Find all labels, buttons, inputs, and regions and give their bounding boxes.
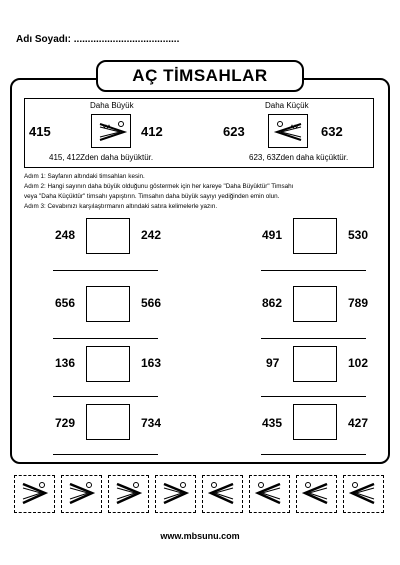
crocodile-open-left-icon[interactable] <box>343 475 384 513</box>
example-caption-greater: Daha Büyük <box>90 101 134 110</box>
instruction-line: Adım 2: Hangi sayının daha büyük olduğunu göstermek için her kareye "Daha Büyüktür" Timsahı <box>24 183 294 190</box>
problem-number: 242 <box>141 228 162 242</box>
crocodile-open-right-icon[interactable] <box>155 475 196 513</box>
problem-number: 862 <box>262 296 283 310</box>
footer-website: www.mbsunu.com <box>160 531 240 541</box>
problem-number: 97 <box>266 356 280 370</box>
problem-number: 491 <box>262 228 283 242</box>
answer-line[interactable] <box>261 338 366 339</box>
answer-line[interactable] <box>261 270 366 271</box>
answer-box[interactable] <box>86 218 130 254</box>
answer-box[interactable] <box>293 286 337 322</box>
crocodile-open-right-icon[interactable] <box>61 475 102 513</box>
instructions <box>24 172 379 212</box>
example-caption-less: Daha Küçük <box>265 101 309 110</box>
example-number: 632 <box>321 124 343 139</box>
example-note: 623, 63Zden daha küçüktür. <box>249 153 349 162</box>
answer-line[interactable] <box>261 396 366 397</box>
answer-box[interactable] <box>86 346 130 382</box>
problem-number: 789 <box>348 296 369 310</box>
example-number: 623 <box>223 124 245 139</box>
problem-number: 734 <box>141 416 162 430</box>
example-box <box>24 98 374 168</box>
cutout-strip <box>10 475 390 513</box>
answer-line[interactable] <box>53 338 158 339</box>
crocodile-open-right-icon <box>91 114 131 148</box>
problem-number: 530 <box>348 228 369 242</box>
answer-line[interactable] <box>53 270 158 271</box>
example-number: 415 <box>29 124 51 139</box>
problem-number: 427 <box>348 416 369 430</box>
answer-box[interactable] <box>86 286 130 322</box>
answer-line[interactable] <box>53 454 158 455</box>
instruction-line: Adım 1: Sayfanın altındaki timsahları kesin. <box>24 173 145 180</box>
crocodile-open-right-icon[interactable] <box>14 475 55 513</box>
problem-number: 435 <box>262 416 283 430</box>
example-number: 412 <box>141 124 163 139</box>
answer-line[interactable] <box>53 396 158 397</box>
answer-box[interactable] <box>293 218 337 254</box>
instruction-line: Adım 3: Cevabınızı karşılaştırmanın altındaki satıra kelimelerle yazın. <box>24 203 218 210</box>
answer-box[interactable] <box>293 346 337 382</box>
answer-box[interactable] <box>293 404 337 440</box>
crocodile-open-left-icon <box>268 114 308 148</box>
problem-number: 566 <box>141 296 162 310</box>
problem-number: 102 <box>348 356 369 370</box>
example-note: 415, 412Zden daha büyüktür. <box>49 153 154 162</box>
problem-number: 248 <box>55 228 76 242</box>
worksheet-title: AÇ TİMSAHLAR <box>96 60 304 92</box>
problem-number: 136 <box>55 356 76 370</box>
name-field-label: Adı Soyadı: ...................................... <box>16 34 180 45</box>
instruction-line: veya "Daha Küçüktür" timsahı yapıştırın. Timsahın daha büyük sayıyı yediğinden emin olun. <box>24 193 280 200</box>
crocodile-open-left-icon[interactable] <box>296 475 337 513</box>
crocodile-open-left-icon[interactable] <box>202 475 243 513</box>
problem-number: 163 <box>141 356 162 370</box>
answer-line[interactable] <box>261 454 366 455</box>
answer-box[interactable] <box>86 404 130 440</box>
crocodile-open-left-icon[interactable] <box>249 475 290 513</box>
problem-number: 729 <box>55 416 76 430</box>
crocodile-open-right-icon[interactable] <box>108 475 149 513</box>
problem-number: 656 <box>55 296 76 310</box>
